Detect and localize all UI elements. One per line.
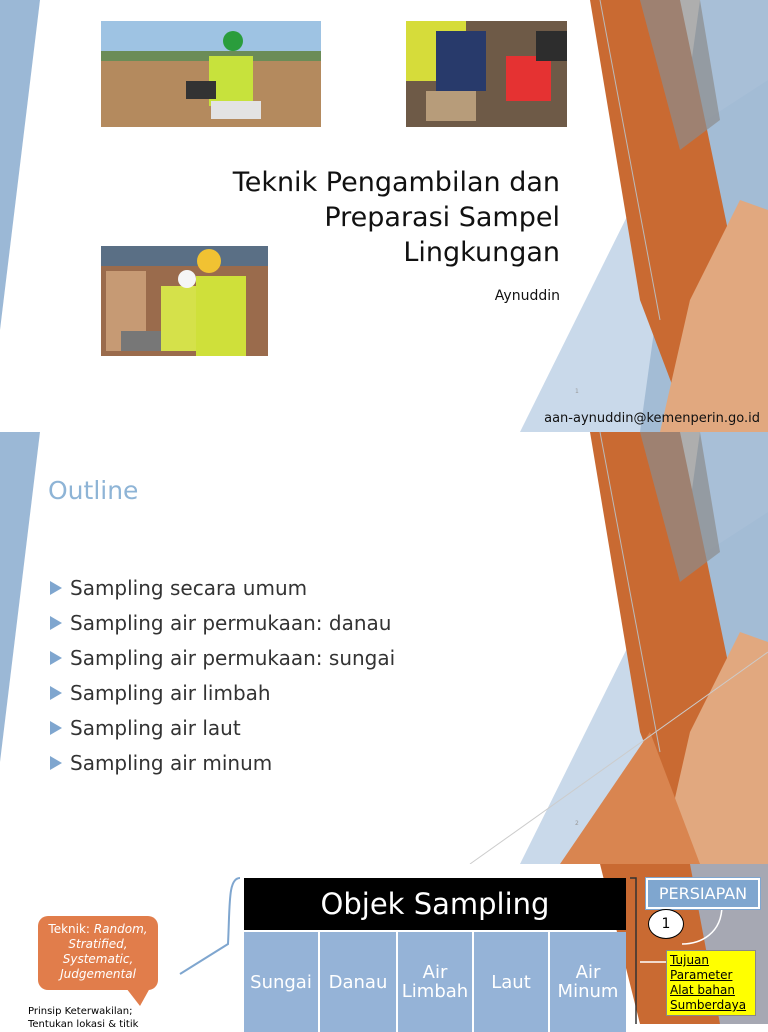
list-item [50,570,395,605]
presentation-title [200,165,560,270]
prinsip-text [28,1005,138,1031]
bullet-text: Sampling air laut [70,715,241,740]
category-cell: Sungai [244,932,318,1032]
bullet-text: Sampling air minum [70,750,273,775]
title-line: Lingkungan [403,237,560,268]
title-line: Preparasi Sampel [324,202,560,233]
category-cell: Danau [320,932,396,1032]
page-number: 1 [575,388,579,395]
prinsip-line: Prinsip Keterwakilan; [28,1006,133,1017]
prep-link[interactable]: Sumberdaya [670,998,747,1012]
step-number-circle: 1 [648,909,684,939]
teknik-label: Teknik: [48,922,90,936]
prinsip-line: Tentukan lokasi & titik [28,1019,139,1030]
list-item [50,605,395,640]
bullet-text: Sampling air limbah [70,680,271,705]
bullet-triangle-icon [50,581,62,595]
bullet-triangle-icon [50,721,62,735]
list-item [50,675,395,710]
slide-title [0,0,768,432]
page-number: 2 [575,820,579,827]
slide-outline [0,432,768,864]
list-item [50,745,395,780]
prep-link[interactable]: Alat bahan [670,983,735,997]
author-email[interactable]: aan-aynuddin@kemenperin.go.id [544,411,760,426]
category-cell: Laut [474,932,548,1032]
title-line: Teknik Pengambilan dan [232,167,560,198]
bullet-text: Sampling air permukaan: sungai [70,645,396,670]
bullet-triangle-icon [50,686,62,700]
prep-link[interactable]: Parameter [670,968,733,982]
bullet-triangle-icon [50,616,62,630]
preparation-list [666,950,756,1016]
soil-sampling-photo [406,21,567,127]
bullet-text: Sampling air permukaan: danau [70,610,392,635]
prep-link[interactable]: Tujuan [670,953,710,967]
slide-objek-sampling [0,864,768,1030]
list-item [50,710,395,745]
teknik-callout [38,916,158,990]
bullet-triangle-icon [50,651,62,665]
category-cell: Air Minum [550,932,626,1032]
teknik-items: Random, Stratified, Systematic, Judgemental [60,922,148,981]
bullet-triangle-icon [50,756,62,770]
persiapan-box: PERSIAPAN [646,878,760,909]
bullet-text: Sampling secara umum [70,575,308,600]
outline-title: Outline [48,476,139,505]
list-item [50,640,395,675]
objek-sampling-header: Objek Sampling [244,878,626,930]
author-name: Aynuddin [494,288,560,304]
field-engineer-photo [101,21,321,127]
outline-list [50,570,395,780]
category-cell: Air Limbah [398,932,472,1032]
